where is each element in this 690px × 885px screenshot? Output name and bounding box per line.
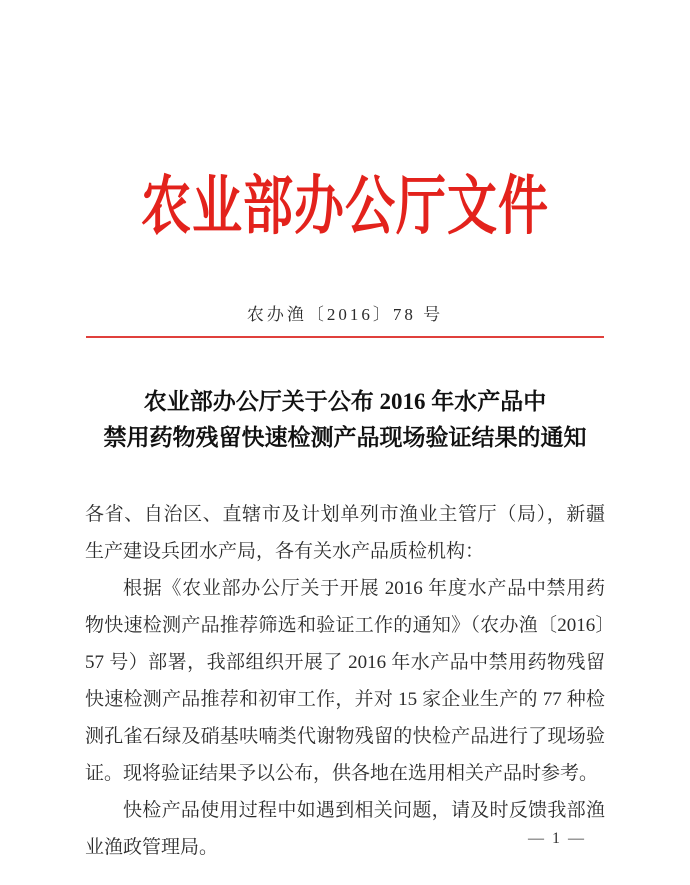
page-number: — 1 — — [528, 830, 586, 847]
document-number: 农办渔〔2016〕78 号 — [246, 305, 444, 324]
red-separator-line — [86, 336, 604, 338]
body-paragraph-1: 根据《农业部办公厅关于开展 2016 年度水产品中禁用药物快速检测产品推荐筛选和验证工作的通知》（农办渔〔2016〕57 号）部署，我部组织开展了 2016 年水产品中禁用药物残留快速检测产品推荐和初审工作，并对 15 家企业生产的 77 种检测孔雀石绿及硝基呋喃类代谢物残留的快检产品进行了现场验证。现将验证结果予以公布，供各地在选用相关产品时参考。 — [85, 578, 605, 784]
document-body — [85, 496, 605, 866]
salutation: 各省、自治区、直辖市及计划单列市渔业主管厅（局），新疆生产建设兵团水产局，各有关水产品质检机构： — [85, 504, 605, 562]
body-paragraph-2: 快检产品使用过程中如遇到相关问题，请及时反馈我部渔业渔政管理局。 — [85, 800, 605, 858]
notice-title-line-2: 禁用药物残留快速检测产品现场验证结果的通知 — [103, 425, 587, 450]
document-header-title: 农业部办公厅文件 — [141, 170, 549, 243]
notice-title — [40, 384, 650, 456]
notice-title-line-1: 农业部办公厅关于公布 2016 年水产品中 — [143, 389, 547, 414]
